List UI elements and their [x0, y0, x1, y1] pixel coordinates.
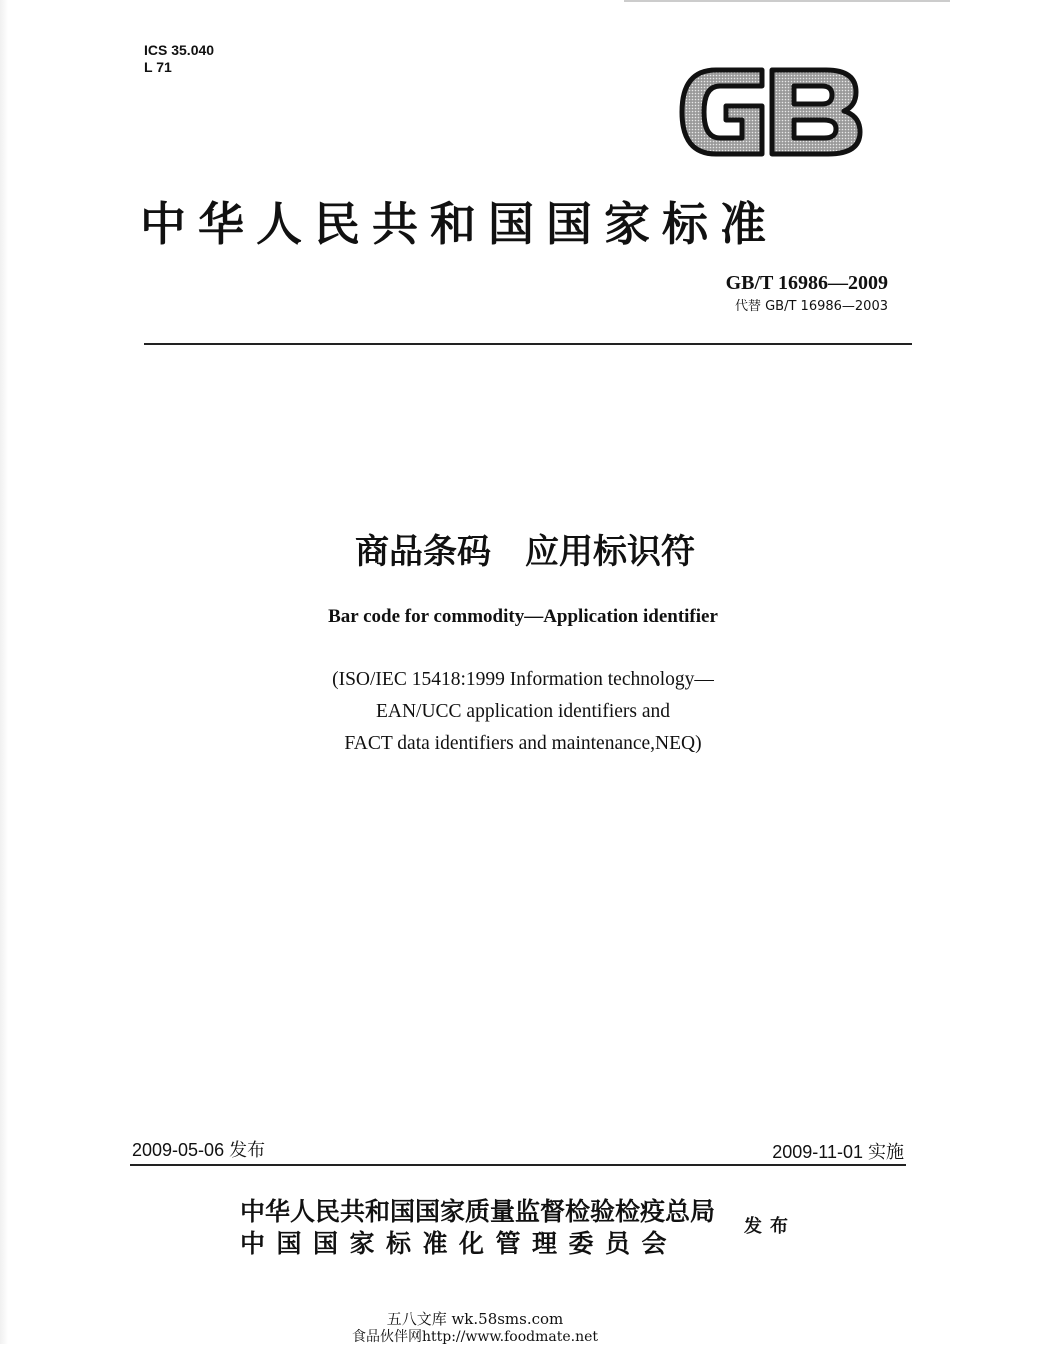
publish-label: 发布 — [744, 1216, 796, 1237]
date-divider — [130, 1164, 906, 1166]
national-standard-title: 中华人民共和国国家标准 — [140, 197, 778, 251]
footer-watermark-1: 五八文库 wk.58sms.com — [386, 1310, 564, 1328]
class-code: L 71 — [144, 59, 172, 75]
ics-code: ICS 35.040 — [144, 42, 215, 58]
standard-number: GB/T 16986—2009 — [725, 272, 888, 294]
issue-date: 2009-05-06 发布 — [132, 1140, 266, 1160]
english-title: Bar code for commodity—Application identifier — [328, 606, 718, 627]
footer-watermark-2: 食品伙伴网http://www.foodmate.net — [351, 1329, 599, 1345]
header-divider — [144, 343, 912, 345]
issuer-aqsiq: 中华人民共和国国家质量监督检验检疫总局 — [240, 1197, 716, 1226]
implementation-date: 2009-11-01 实施 — [772, 1142, 904, 1162]
iso-reference-line: EAN/UCC application identifiers and — [375, 701, 671, 722]
replaces-standard: 代替 GB/T 16986—2003 — [734, 299, 888, 314]
iso-reference-line: FACT data identifiers and maintenance,NEQ) — [344, 733, 702, 754]
iso-reference-line: (ISO/IEC 15418:1999 Information technology— — [332, 669, 714, 690]
issuer-sac: 中国国家标准化管理委员会 — [240, 1229, 679, 1258]
gb-logo — [676, 47, 864, 162]
scan-top-mark — [624, 0, 950, 2]
chinese-title: 商品条码 应用标识符 — [355, 532, 695, 572]
classification-block — [144, 42, 214, 76]
logo-text: GB — [676, 47, 700, 66]
